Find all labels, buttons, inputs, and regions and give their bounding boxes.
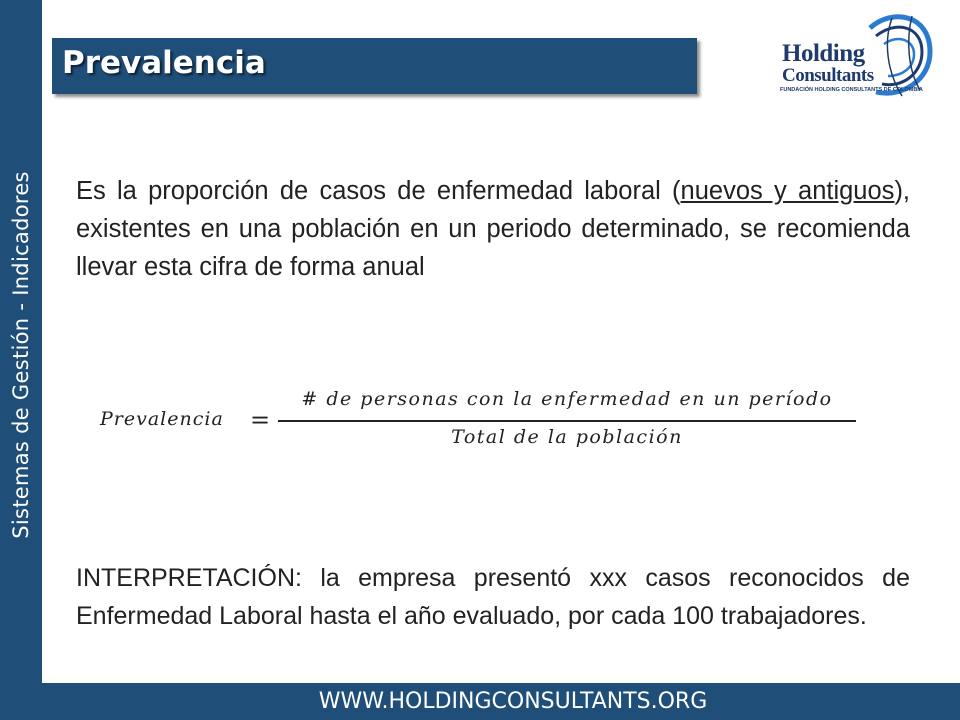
formula-numerator: # de personas con la enfermedad en un período — [301, 388, 833, 410]
footer-band — [36, 683, 960, 720]
fraction-bar — [278, 420, 856, 422]
holding-consultants-logo — [776, 10, 936, 105]
definition-text-1: Es la proporción de casos de enfermedad laboral ( — [76, 177, 681, 205]
interpretation-paragraph: INTERPRETACIÓN: la empresa presentó xxx casos reconocidos de Enfermedad Laboral hasta el año evaluado, por cada 100 trabajadores. — [76, 564, 910, 630]
sidebar-caption: Sistemas de Gestión - Indicadores — [9, 171, 33, 539]
title-banner — [52, 38, 697, 94]
formula-denominator: Total de la población — [451, 426, 683, 448]
definition-paragraph — [76, 172, 910, 286]
logo-tagline: FUNDACIÓN HOLDING CONSULTANTS DE COLOMBIA — [780, 87, 923, 93]
definition-underlined: nuevos y antiguos — [680, 177, 895, 205]
formula-lhs: Prevalencia — [100, 408, 224, 430]
prevalence-formula — [100, 388, 860, 458]
logo-consultants-word: Consultants — [782, 65, 874, 86]
formula-equals: = — [250, 406, 271, 434]
footer-url[interactable]: WWW.HOLDINGCONSULTANTS.ORG — [318, 689, 708, 714]
logo-holding-word: Holding — [782, 40, 865, 67]
slide-title: Prevalencia — [62, 45, 266, 81]
left-sidebar-band — [0, 0, 42, 720]
definition-text-2: ), existentes en una población en un periodo determinado, se recomienda llevar esta cifra de forma anual — [76, 177, 911, 281]
